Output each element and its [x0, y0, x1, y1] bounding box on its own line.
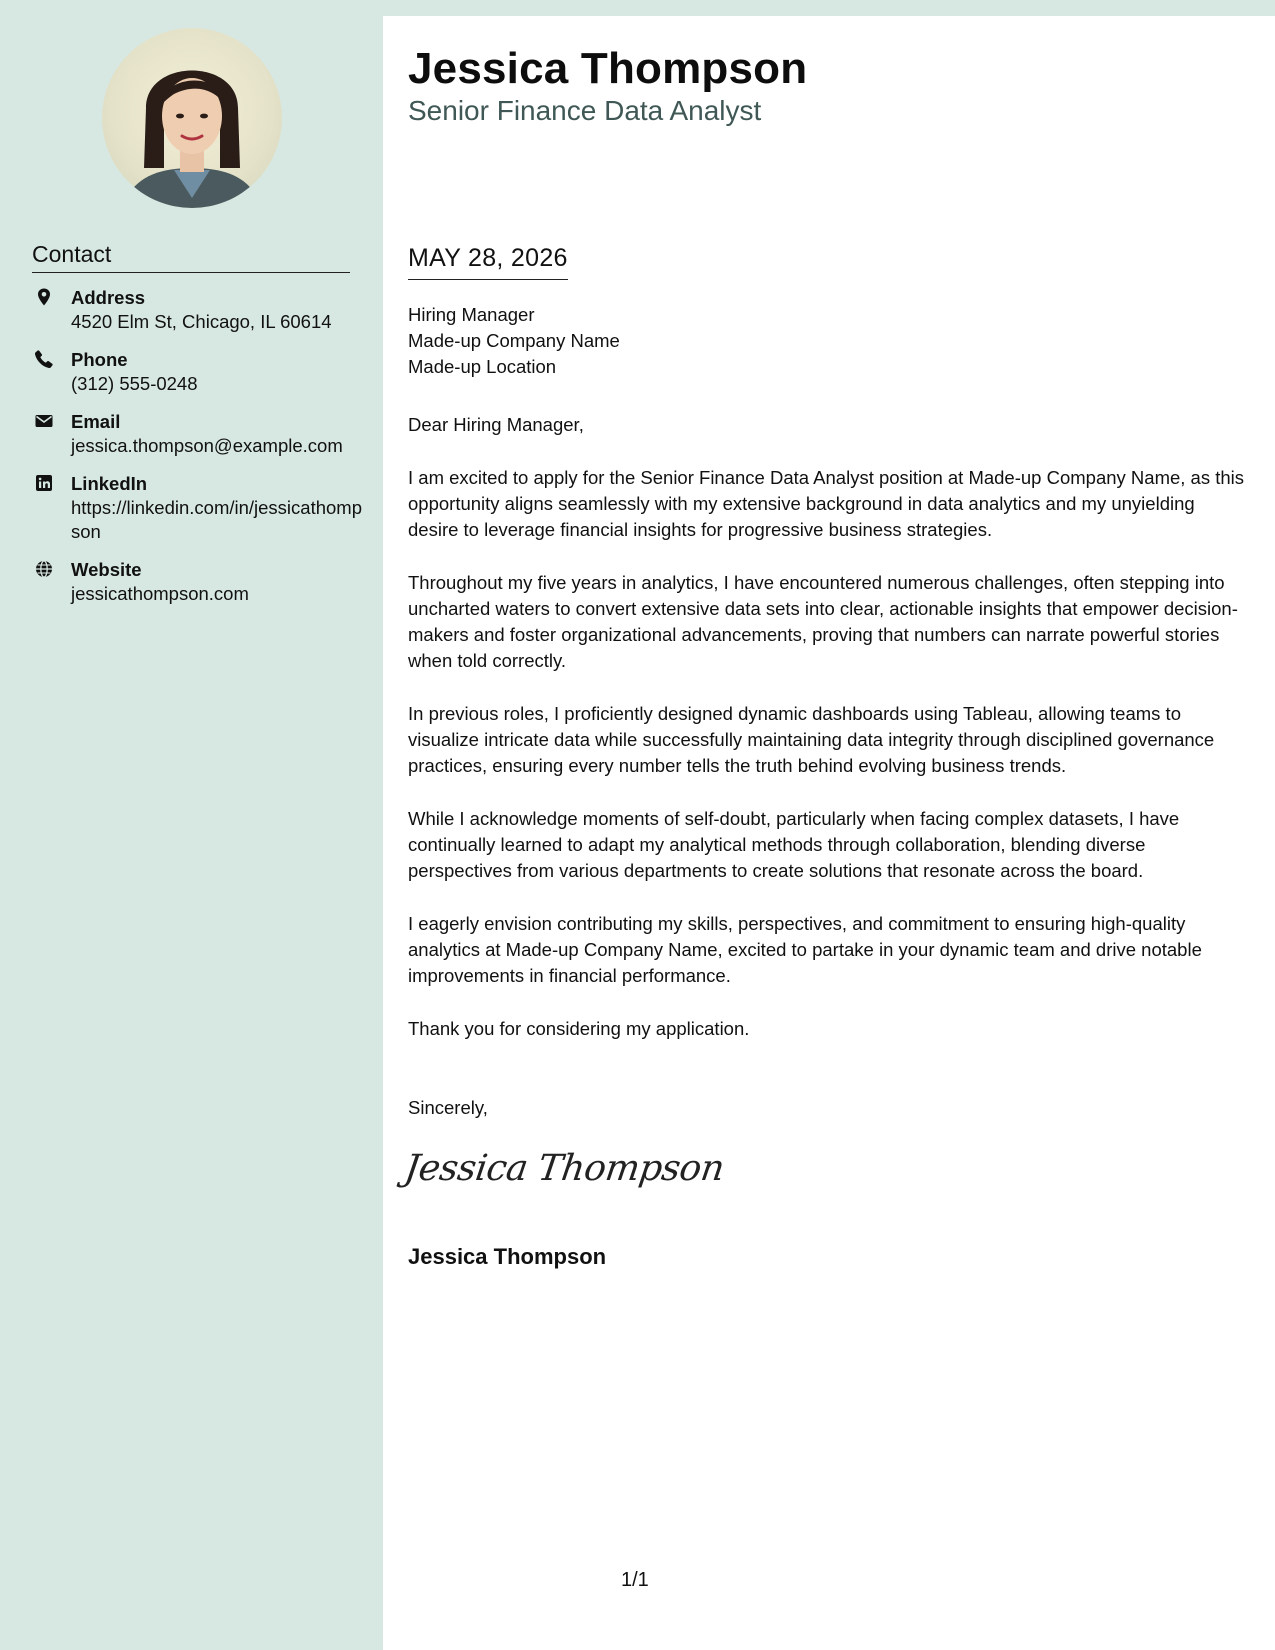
- contact-linkedin: [32, 472, 362, 544]
- recipient-block: [408, 302, 620, 380]
- linkedin-value[interactable]: https://linkedin.com/in/jessicathompson: [71, 497, 362, 542]
- contact-website: [32, 558, 362, 606]
- website-value[interactable]: jessicathompson.com: [71, 583, 249, 604]
- linkedin-icon: [34, 473, 54, 493]
- phone-value: (312) 555-0248: [71, 373, 198, 394]
- contact-label: Email: [71, 411, 121, 432]
- letter-paragraph: I eagerly envision contributing my skills, perspectives, and commitment to ensuring high-quality analytics at Made-up Company Name, excited to partake in your dynamic team and drive notable improvements in financial performance.: [408, 913, 1202, 986]
- letter-paragraph: Thank you for considering my application.: [408, 1018, 750, 1039]
- contact-list: [32, 286, 362, 620]
- applicant-title: Senior Finance Data Analyst: [408, 95, 762, 126]
- contact-label: Phone: [71, 349, 128, 370]
- address-value: 4520 Elm St, Chicago, IL 60614: [71, 311, 332, 332]
- email-value[interactable]: jessica.thompson@example.com: [71, 435, 343, 456]
- phone-icon: [34, 349, 54, 369]
- envelope-icon: [34, 411, 54, 431]
- letter-paragraph: Throughout my five years in analytics, I have encountered numerous challenges, often stepping into uncharted waters to convert extensive data sets into clear, actionable insights that empower decision-makers and foster organizational advancements, proving that numbers can narrate powerful stories when told correctly.: [408, 572, 1238, 671]
- contact-phone: [32, 348, 362, 396]
- profile-photo: [102, 28, 282, 208]
- sidebar: [0, 0, 383, 1650]
- letter-body: [383, 16, 1275, 1650]
- location-pin-icon: [34, 287, 54, 307]
- salutation: Dear Hiring Manager,: [408, 414, 584, 435]
- signer-name: Jessica Thompson: [408, 1244, 607, 1269]
- letter-paragraph: I am excited to apply for the Senior Finance Data Analyst position at Made-up Company Name, as this opportunity aligns seamlessly with my extensive background in data analytics and my unyielding desire to leverage financial insights for progressive business strategies.: [408, 467, 1245, 540]
- page-number: 1/1: [621, 1569, 649, 1591]
- recipient-line: Hiring Manager: [408, 304, 535, 325]
- recipient-line: Made-up Company Name: [408, 330, 620, 351]
- contact-label: Website: [71, 559, 142, 580]
- contact-address: [32, 286, 362, 334]
- recipient-line: Made-up Location: [408, 356, 557, 377]
- contact-label: Address: [71, 287, 146, 308]
- contact-label: LinkedIn: [71, 473, 148, 494]
- applicant-name: Jessica Thompson: [408, 44, 808, 93]
- letter-content: [408, 412, 1244, 1069]
- letter-paragraph: In previous roles, I proficiently designed dynamic dashboards using Tableau, allowing teams to visualize intricate data while successfully maintaining data integrity through disciplined governance practices, ensuring every number tells the truth behind evolving business trends.: [408, 703, 1215, 776]
- portrait-photo-icon: [102, 28, 282, 208]
- letter-date: MAY 28, 2026: [408, 244, 568, 280]
- contact-email: [32, 410, 362, 458]
- contact-heading: Contact: [32, 241, 350, 273]
- letter-paragraph: While I acknowledge moments of self-doubt, particularly when facing complex datasets, I have continually learned to adapt my analytical methods through collaboration, blending diverse perspectives from various departments to create solutions that resonate across the board.: [408, 808, 1180, 881]
- globe-icon: [34, 559, 54, 579]
- closing: Sincerely,: [408, 1097, 488, 1118]
- handwritten-signature: Jessica Thompson: [402, 1148, 727, 1189]
